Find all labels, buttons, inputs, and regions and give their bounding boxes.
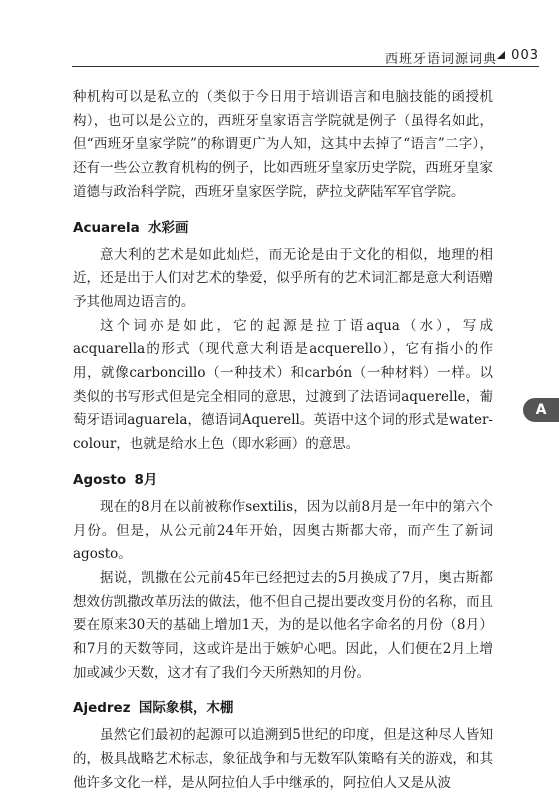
section-tab-letter: A: [535, 402, 547, 418]
page-body: [73, 86, 493, 796]
entry-paragraph: 虽然它们最初的起源可以追溯到5世纪的印度，但是这种尽人皆知的，极具战略艺术标志，象征战争和与无数军队策略有关的游戏，和其他许多文化一样，是从阿拉伯人手中继承的，阿拉伯人又是从波: [73, 727, 493, 791]
entry-heading: [73, 697, 493, 720]
entry-paragraph: 这个词亦是如此，它的起源是拉丁语aqua（水），写成acquarella的形式（现代意大利语是acquerello），它有指小的作用，就像carboncillo（一种技术）和carbón（一种材料）一样。以类似的书写形式但是完全相同的意思，过渡到了法语词aquerelle，葡萄牙语词aguarela，德语词Aquerell。英语中这个词的形式是water-colour，也就是给水上色（即水彩画）的意思。: [73, 317, 493, 453]
entry-acuarela: [73, 217, 493, 457]
entry-translation: 国际象棋，木棚: [138, 700, 234, 717]
entry-paragraph: 据说，凯撒在公元前45年已经把过去的5月换成了7月，奥古斯都想效仿凯撒改革历法的做法，他不但自己提出要改变月份的名称，而且要在原来30天的基础上增加1天，为的是以他名字命名的月份（8月）和7月的天数等同，这或许是出于嫉妒心吧。因此，人们便在2月上增加或减少天数，这才有了我们今天所熟知的月份。: [73, 569, 493, 681]
intro-paragraph: 种机构可以是私立的（类似于今日用于培训语言和电脑技能的函授机构），也可以是公立的，西班牙皇家语言学院就是例子（虽得名如此，但“西班牙皇家学院”的称谓更广为人知，这其中去掉了“语言”二字），还有一些公立教育机构的例子，比如西班牙皇家历史学院，西班牙皇家道德与政治科学院，西班牙皇家医学院，萨拉戈萨陆军军官学院。: [73, 89, 493, 200]
entry-translation: 8月: [134, 471, 158, 488]
entry-paragraph: 现在的8月在以前被称作sextilis，因为以前8月是一年中的第六个月份。但是，从公元前24年开始，因奥古斯都大帝，而产生了新词agosto。: [73, 498, 493, 563]
book-title: 西班牙语词源词典: [384, 52, 497, 67]
page-number: 003: [511, 48, 539, 63]
triangle-icon: [497, 51, 505, 59]
entry-agosto: [73, 469, 493, 686]
header-divider: [72, 66, 539, 67]
entry-term: Acuarela: [73, 219, 140, 236]
entry-paragraph: 意大利的艺术是如此灿烂，而无论是由于文化的相似，地理的相近，还是出于人们对艺术的挚爱，似乎所有的艺术词汇都是意大利语赠予其他周边语言的。: [73, 246, 493, 310]
entry-translation: 水彩画: [148, 219, 189, 236]
entry-heading: [73, 469, 493, 492]
entry-term: Ajedrez: [73, 700, 131, 717]
section-tab: [523, 398, 559, 422]
entry-term: Agosto: [73, 471, 127, 488]
entry-heading: [73, 217, 493, 240]
entry-ajedrez: [73, 697, 493, 795]
